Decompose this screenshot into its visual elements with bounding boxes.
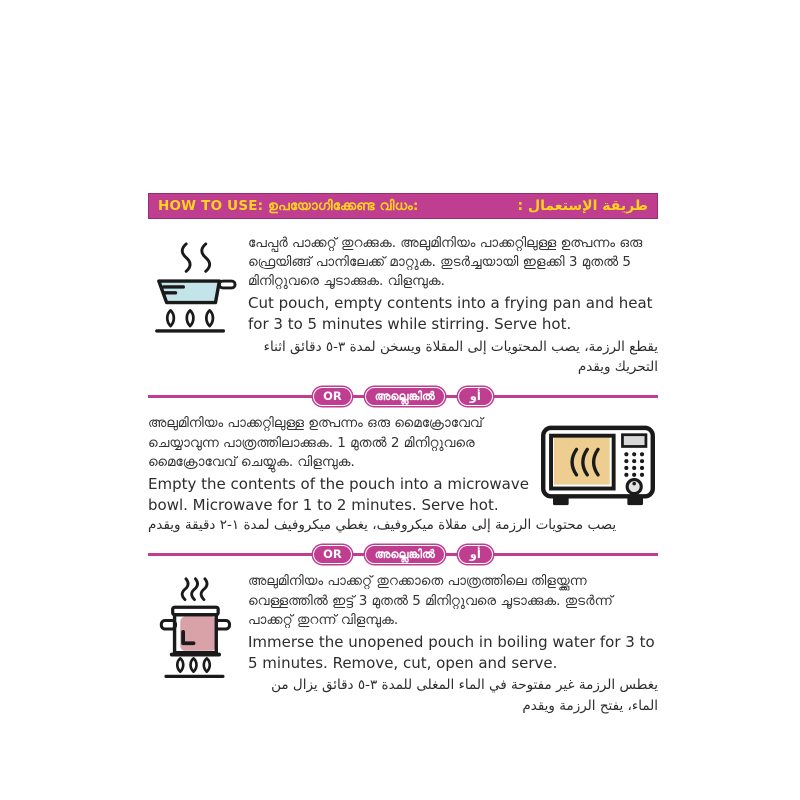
stove-icon-column <box>148 234 240 336</box>
boiling-instructions-english: Immerse the unopened pouch in boiling water for 3 to 5 minutes. Remove, cut, open and serve. <box>248 632 655 672</box>
stove-instructions-arabic: يقطع الرزمة، يصب المحتويات إلى المقلاة ويسخن لمدة ٣-٥ دقائق اثناء التحريك ويقدم <box>263 338 658 376</box>
header-title-arabic: طريقة الإستعمال : <box>517 198 648 214</box>
microwave-text-column <box>148 414 530 515</box>
section-microwave <box>148 414 658 515</box>
stove-text-column <box>248 234 658 377</box>
or-divider-2 <box>148 544 658 564</box>
microwave-instructions-malayalam: അലുമിനിയം പാക്കറ്റിലുള്ള ഉത്പന്നം ഒരു മൈക്രോവേവ് ചെയ്യാവുന്ന പാത്രത്തിലാക്കുക. 1 മുതൽ 2 മിനിറ്റുവരെ മൈക്രോവേവ് ചെയ്യുക. വിളമ്പുക. <box>148 415 483 470</box>
stove-instructions-malayalam: പേപ്പർ പാക്കറ്റ് തുറക്കുക. അലുമിനിയം പാക്കറ്റിലുള്ള ഉത്പന്നം ഒരു ഫ്രെയിങ്ങ് പാനിലേക്ക് മാറ്റുക. തുടർച്ചയായി ഇളക്കി 3 മുതൽ 5 മിനിറ്റുവരെ ചൂടാക്കുക. വിളമ്പുക. <box>248 235 643 290</box>
boiling-instructions-arabic: يغطس الرزمة غير مفتوحة في الماء المغلى للمدة ٣-٥ دقائق يزال من الماء، يفتح الرزمة ويقدم <box>271 677 658 714</box>
section-stove-top <box>148 234 658 377</box>
or-divider-1 <box>148 386 658 406</box>
microwave-instructions-arabic: يصب محتويات الرزمة إلى مقلاة ميكروفيف، يغطي ميكروفيف لمدة ١-٢ دقيقة ويقدم <box>148 517 617 534</box>
frying-pan-icon <box>151 234 237 336</box>
boiling-text-column <box>248 572 658 715</box>
or-pills <box>148 544 658 564</box>
boiling-pot-icon <box>149 572 239 686</box>
or-pill-english: OR <box>313 545 352 563</box>
how-to-use-panel <box>148 193 658 716</box>
how-to-use-header <box>148 193 658 219</box>
boiling-instructions-malayalam: അലുമിനിയം പാക്കറ്റ് തുറക്കാതെ പാത്രത്തിലെ തിളയ്ക്കുന്ന വെള്ളത്തിൽ ഇട്ട് 3 മുതൽ 5 മിനിറ്റുവരെ ചൂടാക്കുക. തുടർന്ന് പാക്കറ്റ് തുറന്ന് വിളമ്പുക. <box>248 573 613 628</box>
or-pill-malayalam: അല്ലെങ്കിൽ <box>365 545 445 563</box>
microwave-instructions-english: Empty the contents of the pouch into a microwave bowl. Microwave for 1 to 2 minutes. Serve hot. <box>148 474 529 514</box>
or-pill-english: OR <box>313 387 352 405</box>
or-pills <box>148 386 658 406</box>
boiling-pot-icon-column <box>148 572 240 686</box>
or-pill-arabic: أو <box>458 545 493 563</box>
header-title-english-malayalam: HOW TO USE: ഉപയോഗിക്കേണ്ട വിധം: <box>158 198 419 214</box>
stove-instructions-english: Cut pouch, empty contents into a frying pan and heat for 3 to 5 minutes while stirring. Serve hot. <box>248 294 653 334</box>
microwave-icon-column <box>538 414 658 512</box>
microwave-icon <box>539 422 657 512</box>
or-pill-arabic: أو <box>458 387 493 405</box>
section-boiling-water <box>148 572 658 715</box>
or-pill-malayalam: അല്ലെങ്കിൽ <box>365 387 445 405</box>
